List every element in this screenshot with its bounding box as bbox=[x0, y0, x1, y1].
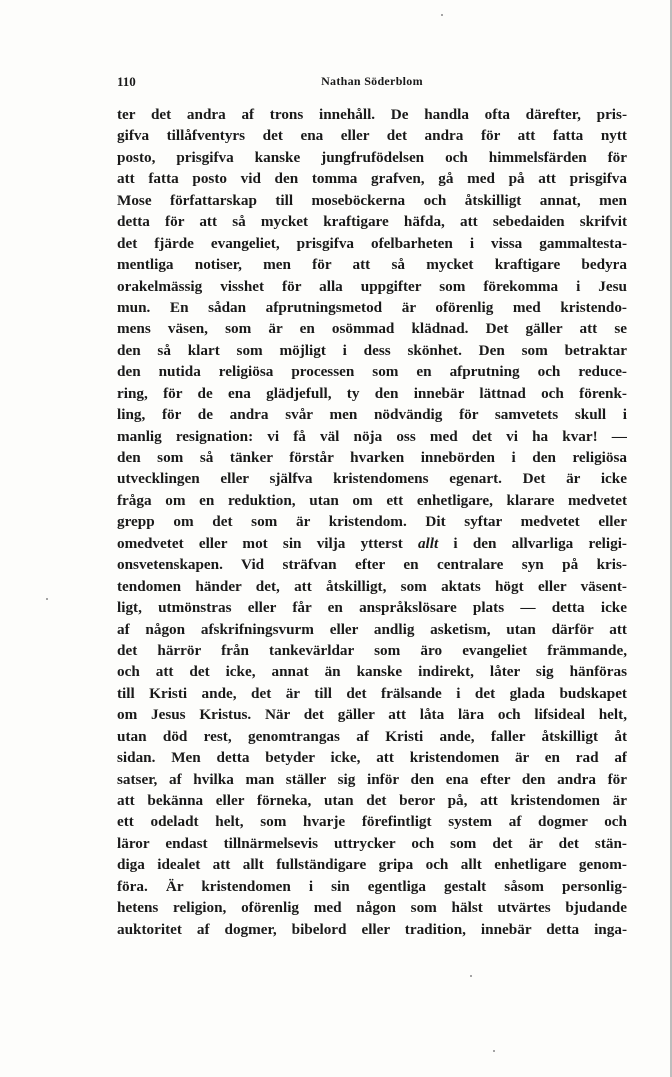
text-line: ring, för de ena glädjefull, ty den innebär lättnad och förenk- bbox=[117, 384, 627, 402]
text-line: föra. Är kristendomen i sin egentliga gestalt såsom personlig- bbox=[117, 877, 627, 895]
page-header bbox=[117, 74, 627, 92]
running-head: Nathan Söderblom bbox=[321, 74, 423, 88]
text-line: gifva tillåfventyrs det ena eller det andra för att fatta nytt bbox=[117, 127, 627, 145]
text-line: hetens religion, oförenlig med någon som hälst utvärtes bjudande bbox=[117, 899, 627, 917]
line-tail: i den allvarliga religi- bbox=[438, 534, 627, 552]
text-line: och att det icke, annat än kanske indirekt, låter sig hänföras bbox=[117, 663, 627, 681]
text-line: orakelmässig visshet för alla uppgifter som förekomma i Jesu bbox=[117, 277, 627, 295]
text-line-with-italic bbox=[117, 533, 627, 554]
text-line: utvecklingen eller själfva kristendomens egenart. Det är icke bbox=[117, 470, 627, 488]
text-line: den så klart som möjligt i dess skönhet. Den som betraktar bbox=[117, 341, 627, 359]
text-line: mun. En sådan afprutningsmetod är oförenlig med kristendo- bbox=[117, 298, 627, 316]
text-line: att bekänna eller förneka, utan det beror på, att kristendomen är bbox=[117, 792, 627, 809]
text-line: mentliga notiser, men för att så mycket kraftigare bedyra bbox=[117, 256, 627, 274]
text-line: till Kristi ande, det är till det frälsande i det glada budskapet bbox=[117, 684, 627, 702]
text-line: auktoritet af dogmer, bibelord eller tradition, innebär detta inga- bbox=[117, 920, 627, 938]
page-number: 110 bbox=[117, 74, 136, 89]
text-line: om Jesus Kristus. När det gäller att låta lära och lifsideal helt, bbox=[117, 706, 627, 724]
text-line: ter det andra af trons innehåll. De handla ofta därefter, pris- bbox=[117, 106, 627, 123]
text-line: det fjärde evangeliet, prisgifva ofelbarheten i vissa gammaltesta- bbox=[117, 234, 627, 252]
text-line: tendomen händer det, att åtskilligt, som aktats högt eller väsent- bbox=[117, 577, 627, 595]
text-line: ett odeladt helt, som hvarje förefintligt system af dogmer och bbox=[117, 813, 627, 831]
text-line: utan död rest, genomtrangas af Kristi ande, faller åtskilligt åt bbox=[117, 727, 627, 745]
line-head: omedvetet eller mot sin vilja ytterst bbox=[117, 534, 403, 552]
text-line: detta för att så mycket kraftigare häfda, att sebedaiden skrifvit bbox=[117, 213, 627, 231]
text-line: af någon afskrifningsvurm eller andlig asketism, utan därför att bbox=[117, 620, 627, 638]
text-line: den som så tänker förstår hvarken innebörden i den religiösa bbox=[117, 449, 627, 466]
text-line: ligt, utmönstras eller får en anspråkslösare plats — detta icke bbox=[117, 599, 627, 617]
body-text bbox=[117, 104, 627, 940]
speck bbox=[46, 598, 48, 600]
text-line: satser, af hvilka man ställer sig inför den ena efter den andra för bbox=[117, 770, 627, 788]
text-line: fråga om en reduktion, utan om ett enhetligare, klarare medvetet bbox=[117, 491, 627, 509]
text-line: att fatta posto vid den tomma grafven, gå med på att prisgifva bbox=[117, 170, 627, 188]
text-line: posto, prisgifva kanske jungfrufödelsen och himmelsfärden för bbox=[117, 148, 627, 166]
italic-word: allt bbox=[417, 534, 439, 552]
text-line: diga idealet att allt fullständigare gripa och allt enhetligare genom- bbox=[117, 856, 627, 874]
speck bbox=[470, 975, 472, 977]
text-line: läror endast tillnärmelsevis uttrycker och som det är det stän- bbox=[117, 834, 627, 852]
text-line: den nutida religiösa processen som en afprutning och reduce- bbox=[117, 363, 627, 381]
text-line: sidan. Men detta betyder icke, att kristendomen är en rad af bbox=[117, 749, 627, 767]
text-line: Mose författarskap till moseböckerna och åtskilligt annat, men bbox=[117, 191, 627, 209]
text-line: mens väsen, som är en osömmad klädnad. Det gäller att se bbox=[117, 320, 627, 338]
text-line: det härrör från tankevärldar som äro evangeliet främmande, bbox=[117, 641, 627, 659]
text-line: grepp om det som är kristendom. Dit syftar medvetet eller bbox=[117, 513, 627, 531]
text-line: manlig resignation: vi få väl nöja oss med det vi ha kvar! — bbox=[117, 427, 627, 445]
text-line: ling, för de andra svår men nödvändig för samvetets skull i bbox=[117, 406, 627, 424]
speck bbox=[493, 1050, 495, 1052]
text-line: onsvetenskapen. Vid sträfvan efter en centralare syn på kris- bbox=[117, 556, 627, 574]
speck bbox=[441, 14, 443, 16]
